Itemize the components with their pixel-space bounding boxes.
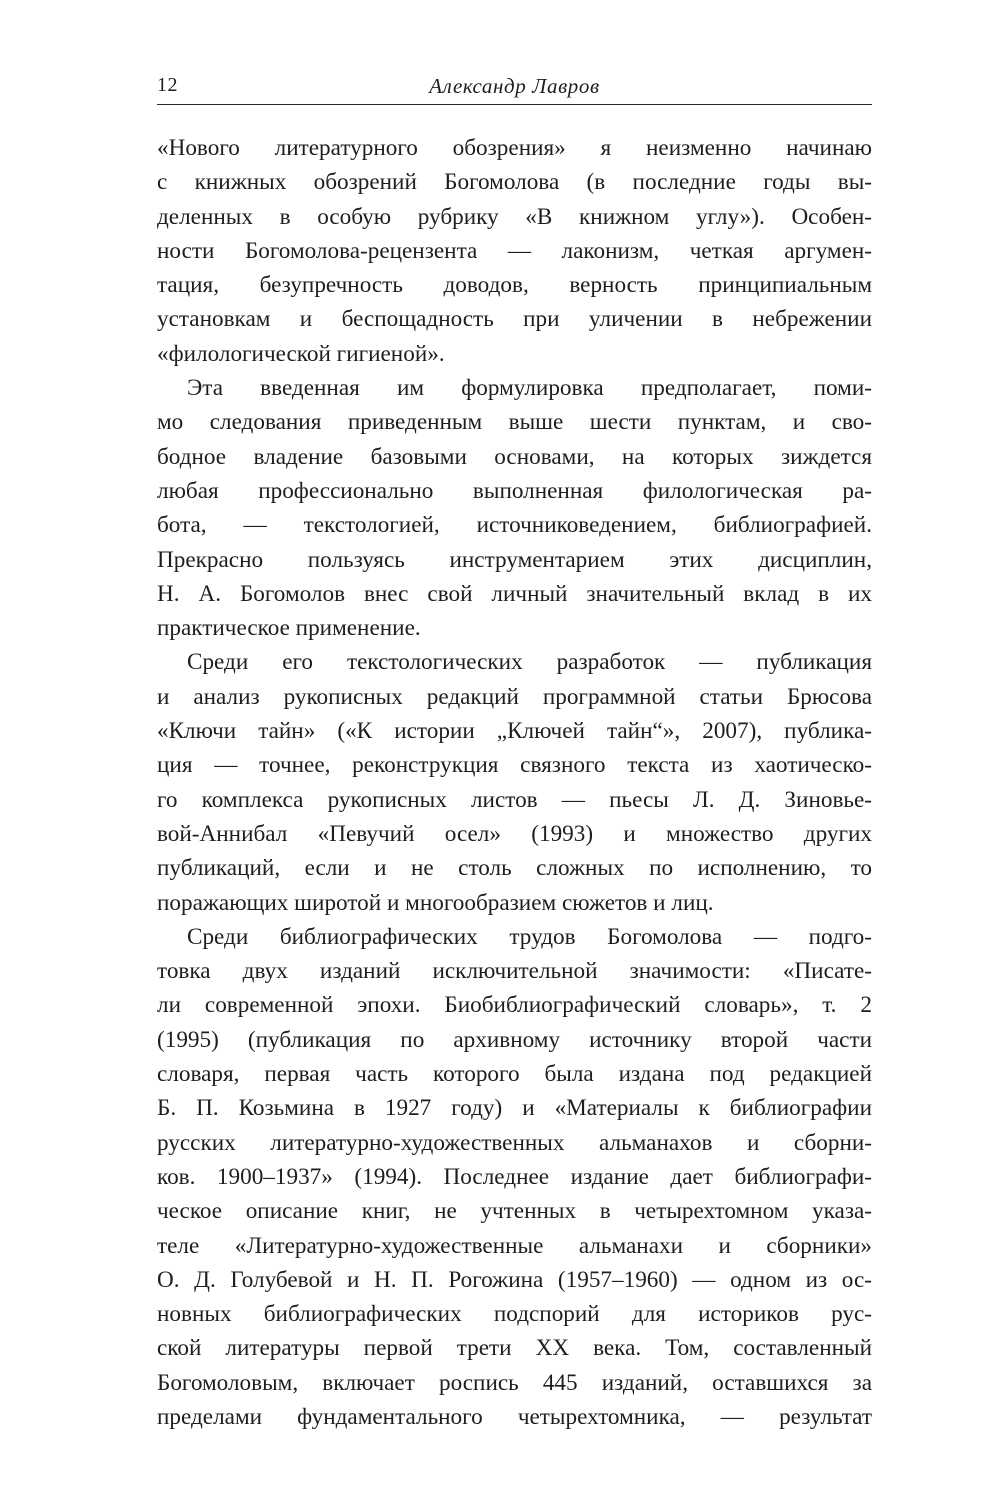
text-line: ности Богомолова-рецензента — лаконизм, четкая аргумен- [157,237,872,264]
paragraph [157,920,872,1434]
text-line: (1995) (публикация по архивному источнику второй части [157,1026,872,1053]
text-line: Богомоловым, включает роспись 445 изданий, оставшихся за [157,1369,872,1396]
text-line: Б. П. Козьмина в 1927 году) и «Материалы к библиографии [157,1095,872,1122]
text-line: Среди библиографических трудов Богомолова — подго- [187,923,872,950]
text-line: и анализ рукописных редакций программной статьи Брюсова [157,683,872,710]
text-line: деленных в особую рубрику «В книжном углу»). Особен- [157,203,872,230]
text-line: «Ключи тайн» («К истории „Ключей тайн“», 2007), публика- [157,718,872,745]
paragraph [157,371,872,645]
text-line: словаря, первая часть которого была издана под редакцией [157,1061,872,1088]
page-number: 12 [157,74,178,96]
text-line: ков. 1900–1937» (1994). Последнее издание дает библиографи- [157,1163,872,1190]
text-line: новных библиографических подспорий для историков рус- [157,1301,872,1328]
text-line: бота, — текстологией, источниковедением, библиографией. [157,512,872,539]
page-header [157,74,872,104]
text-line: с книжных обозрений Богомолова (в последние годы вы- [157,169,872,196]
text-line: го комплекса рукописных листов — пьесы Л. Д. Зиновье- [157,786,872,813]
text-line: ция — точнее, реконструкция связного текста из хаотическо- [157,752,872,779]
text-line: Среди его текстологических разработок — публикация [187,649,872,676]
text-line: товка двух изданий исключительной значимости: «Писате- [157,958,872,985]
text-line: установкам и беспощадность при уличении в небрежении [157,306,872,333]
body-text [157,131,872,1434]
text-line: публикаций, если и не столь сложных по исполнению, то [157,855,872,882]
text-line: ской литературы первой трети XX века. Том, составленный [157,1335,872,1362]
text-line: русских литературно-художественных альманахов и сборни- [157,1129,872,1156]
header-rule [157,104,872,105]
text-line: теле «Литературно-художественные альманахи и сборники» [157,1232,872,1259]
text-line: практическое применение. [157,615,421,642]
text-line: «филологической гигиеной». [157,340,445,367]
text-line: Н. А. Богомолов внес свой личный значительный вклад в их [157,580,872,607]
text-line: вой-Аннибал «Певучий осел» (1993) и множество других [157,820,872,847]
text-line: ческое описание книг, не учтенных в четырехтомном указа- [157,1198,872,1225]
text-line: тация, безупречность доводов, верность принципиальным [157,272,872,299]
text-line: ли современной эпохи. Биобиблиографический словарь», т. 2 [157,992,872,1019]
text-line: мо следования приведенным выше шести пунктам, и сво- [157,409,872,436]
running-title: Александр Лавров [429,74,600,98]
text-line: бодное владение базовыми основами, на которых зиждется [157,443,872,470]
text-line: Прекрасно пользуясь инструментарием этих дисциплин, [157,546,872,573]
paragraph [157,645,872,919]
text-line: Эта введенная им формулировка предполагает, поми- [187,375,872,402]
text-line: пределами фундаментального четырехтомника, — результат [157,1403,872,1430]
text-line: любая профессионально выполненная филологическая ра- [157,477,872,504]
text-line: «Нового литературного обозрения» я неизменно начинаю [157,135,872,161]
text-line: О. Д. Голубевой и Н. П. Рогожина (1957–1960) — одном из ос- [157,1266,872,1293]
paragraph [157,131,872,371]
text-line: поражающих широтой и многообразием сюжетов и лиц. [157,889,714,916]
